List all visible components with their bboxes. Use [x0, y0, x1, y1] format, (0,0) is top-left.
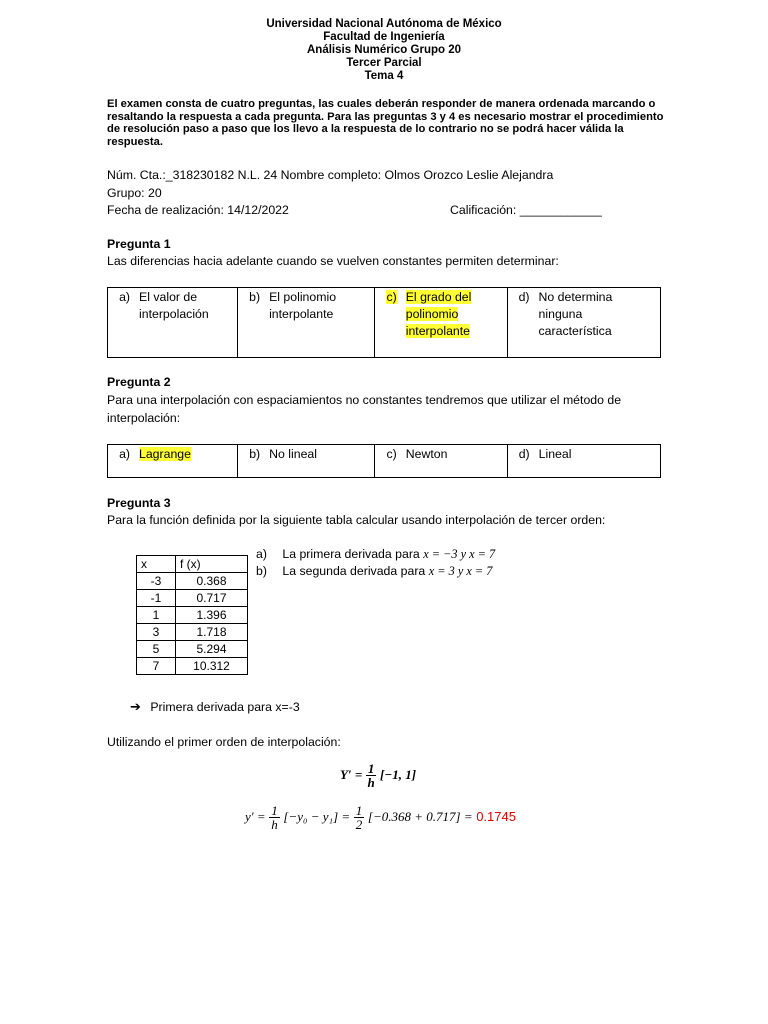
option-text: El polinomio interpolante: [269, 290, 337, 321]
part-letter: a): [256, 547, 267, 561]
part-math: x = 3 y x = 7: [428, 564, 493, 578]
q3-part-b: [256, 564, 492, 579]
option-letter: b): [249, 290, 261, 304]
table-cell-fx: 1.396: [176, 607, 248, 624]
formula-rhs: [−0.368 + 0.717] =: [367, 808, 473, 824]
fraction: [366, 762, 377, 789]
question-2-text: Para una interpolación con espaciamientos no constantes tendremos que utilizar el método de interpolación:: [107, 393, 622, 425]
exam-date: Fecha de realización: 14/12/2022: [107, 203, 289, 217]
q1-option-a[interactable]: [108, 288, 238, 358]
option-text: Newton: [405, 447, 448, 461]
option-letter: c): [386, 447, 397, 461]
table-cell-x: 7: [137, 658, 176, 675]
option-text: El valor de interpolación: [139, 290, 209, 321]
table-cell-x: 5: [137, 641, 176, 658]
student-group: Grupo: 20: [107, 186, 162, 200]
fraction: [354, 804, 365, 831]
table-cell-fx: 5.294: [176, 641, 248, 658]
table-row: [137, 607, 248, 624]
part-math: x = −3 y x = 7: [423, 547, 496, 561]
student-info-line: Núm. Cta.:_318230182 N.L. 24 Nombre completo: Olmos Orozco Leslie Alejandra: [107, 168, 554, 182]
q1-option-c[interactable]: [374, 288, 507, 358]
course-name: Análisis Numérico Grupo 20: [306, 44, 461, 56]
question-2-options: [107, 444, 661, 478]
option-letter: a): [119, 447, 130, 461]
fraction-denominator: h: [271, 817, 278, 832]
fraction-denominator: 2: [355, 817, 363, 832]
question-1-options: [107, 287, 661, 358]
question-3-text: Para la función definida por la siguiente tabla calcular usando interpolación de tercer orden:: [107, 513, 606, 527]
first-derivative-heading: [130, 700, 300, 715]
option-text: No determina ninguna característica: [538, 290, 613, 338]
part-text: La segunda derivada para: [282, 564, 426, 578]
formula-lhs: Y′ =: [340, 766, 363, 782]
formula-general: [340, 762, 416, 789]
table-row: [137, 573, 248, 590]
arrow-icon: ➔: [130, 700, 141, 715]
table-row: [137, 641, 248, 658]
part-letter: b): [256, 564, 267, 578]
values-table: [136, 555, 248, 675]
table-cell-x: 3: [137, 624, 176, 641]
q2-option-b[interactable]: [238, 445, 375, 478]
fraction-numerator: 1: [367, 761, 375, 776]
fraction-numerator: 1: [355, 803, 363, 818]
formula-rhs: [−1, 1]: [380, 766, 417, 782]
q1-option-d[interactable]: [507, 288, 660, 358]
option-text: Lineal: [538, 447, 572, 461]
table-row: [137, 624, 248, 641]
table-row: [137, 658, 248, 675]
option-letter: a): [119, 290, 130, 304]
table-cell-x: -3: [137, 573, 176, 590]
option-letter: d): [518, 447, 530, 461]
option-text: Lagrange: [139, 447, 191, 461]
fraction-denominator: h: [367, 775, 375, 790]
formula-lhs: y′ =: [245, 808, 266, 824]
interpolation-order-text: Utilizando el primer orden de interpolación:: [107, 735, 341, 749]
table-header-fx: f (x): [176, 556, 248, 573]
q2-option-c[interactable]: [374, 445, 507, 478]
table-header-x: x: [137, 556, 176, 573]
formula-result: 0.1745: [476, 808, 516, 824]
table-cell-x: -1: [137, 590, 176, 607]
q2-option-d[interactable]: [507, 445, 660, 478]
university-name: Universidad Nacional Autónoma de México: [266, 18, 502, 30]
table-cell-fx: 1.718: [176, 624, 248, 641]
formula-computed: [245, 804, 516, 831]
part-text: La primera derivada para: [282, 547, 420, 561]
q2-option-a[interactable]: [108, 445, 238, 478]
fraction: [269, 804, 280, 831]
faculty-name: Facultad de Ingeniería: [323, 31, 445, 43]
option-text: El grado del polinomio interpolante: [405, 290, 472, 338]
formula-middle: [−y₀ − y₁] =: [283, 808, 351, 824]
table-header-row: [137, 556, 248, 573]
option-letter: b): [249, 447, 261, 461]
option-letter: d): [518, 290, 530, 304]
exam-topic: Tema 4: [364, 70, 404, 82]
question-1-text: Las diferencias hacia adelante cuando se vuelven constantes permiten determinar:: [107, 254, 559, 268]
option-text: No lineal: [269, 447, 317, 461]
table-cell-fx: 0.717: [176, 590, 248, 607]
q3-part-a: [256, 547, 495, 562]
table-cell-fx: 0.368: [176, 573, 248, 590]
question-1-title: Pregunta 1: [107, 237, 171, 251]
table-cell-x: 1: [137, 607, 176, 624]
q1-option-b[interactable]: [238, 288, 375, 358]
instructions: El examen consta de cuatro preguntas, las cuales deberán responder de manera ordenada marcando o resaltando la respuesta a cada pregunta. Para las preguntas 3 y 4 es necesario mostrar el procedimiento de resolución paso a paso que los llevo a la respuesta de lo contrario no se podrá hacer válida la respuesta.: [107, 98, 664, 148]
question-3-title: Pregunta 3: [107, 496, 171, 510]
question-2-title: Pregunta 2: [107, 375, 171, 389]
exam-name: Tercer Parcial: [346, 57, 422, 69]
arrow-text: Primera derivada para x=-3: [150, 700, 300, 714]
fraction-numerator: 1: [271, 803, 278, 818]
option-letter: c): [386, 290, 397, 304]
grade-field: Calificación: ____________: [450, 203, 602, 217]
table-cell-fx: 10.312: [176, 658, 248, 675]
table-row: [137, 590, 248, 607]
